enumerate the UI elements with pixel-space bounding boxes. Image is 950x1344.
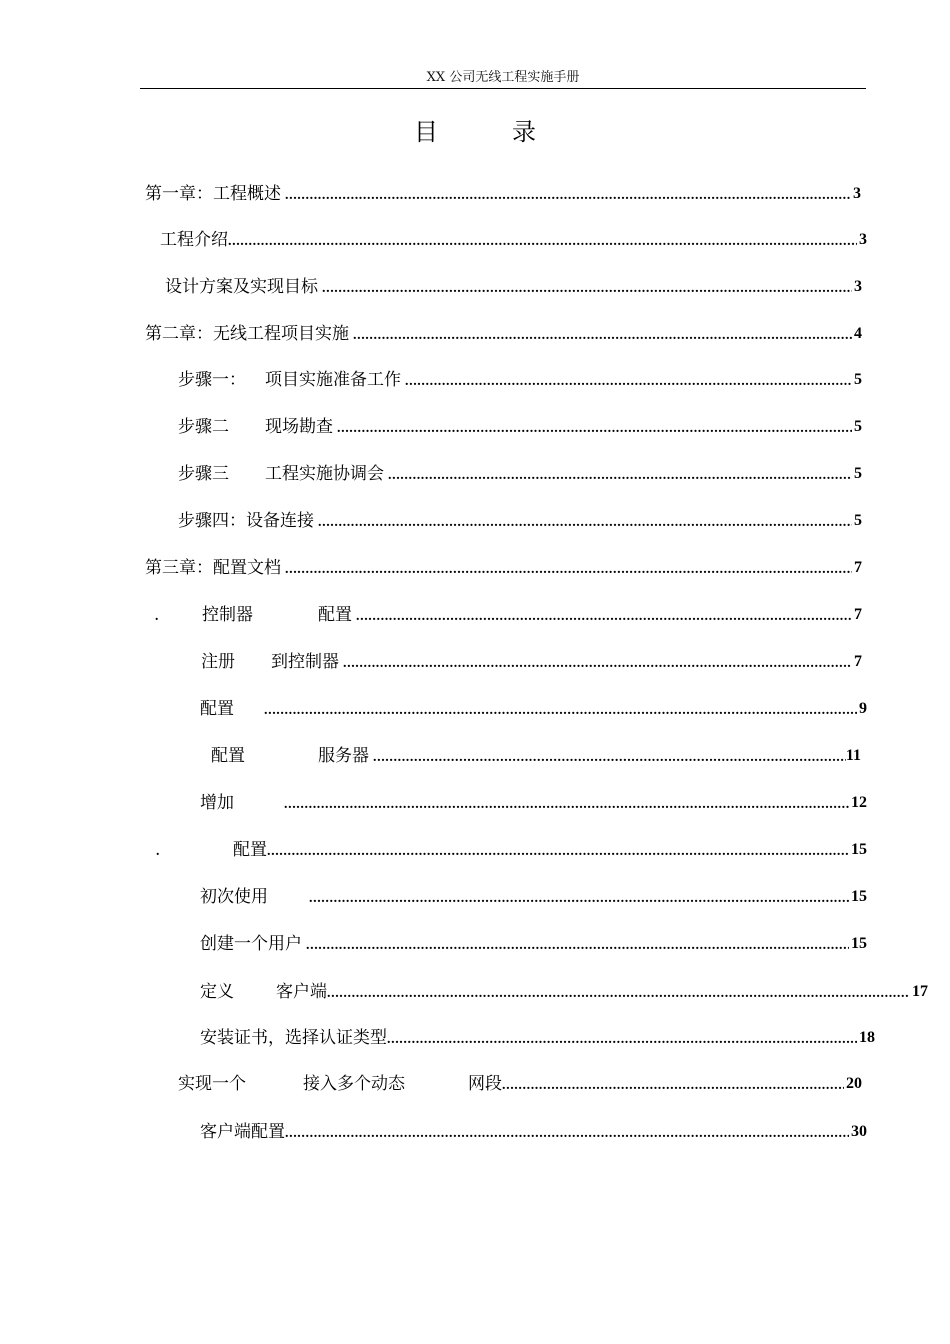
toc-page-number: 4 xyxy=(854,325,862,342)
toc-entry[interactable] xyxy=(145,182,861,206)
toc-page-number: 9 xyxy=(859,700,867,717)
toc-entry-label: 配置 xyxy=(318,605,352,625)
toc-entry-label: 步骤一： xyxy=(178,370,246,390)
toc-entry[interactable] xyxy=(178,1072,862,1096)
dot-leader xyxy=(318,513,852,533)
toc-entry-label: 工程实施协调会 xyxy=(265,464,384,484)
toc-page-number: 18 xyxy=(859,1029,875,1046)
toc-entry[interactable] xyxy=(178,368,862,392)
toc-entry-label: 网段 xyxy=(468,1074,502,1094)
toc-entry-label: 配置 xyxy=(200,699,234,719)
toc-entry[interactable] xyxy=(160,228,867,252)
toc-page-number: 5 xyxy=(854,418,862,435)
toc-entry-label: 步骤二 xyxy=(178,417,229,437)
toc-entry-label: 第一章：工程概述 xyxy=(145,184,281,204)
dot-leader xyxy=(373,748,846,768)
dot-leader xyxy=(343,654,852,674)
toc-entry-label: 创建一个用户 xyxy=(200,934,302,954)
dot-leader xyxy=(306,936,849,956)
toc-entry-label: 第二章：无线工程项目实施 xyxy=(145,324,349,344)
toc-entry-label: 初次使用 xyxy=(200,887,268,907)
toc-entry-label: 第三章：配置文档 xyxy=(145,558,281,578)
dot-leader xyxy=(356,607,852,627)
toc-page-number: 5 xyxy=(854,371,862,388)
toc-entry-label: 项目实施准备工作 xyxy=(265,370,401,390)
dot-leader xyxy=(284,795,849,815)
toc-page-number: 3 xyxy=(854,278,862,295)
toc-entry-label: 注册 xyxy=(201,652,235,672)
dot-leader xyxy=(267,842,849,862)
toc-page-number: 7 xyxy=(854,606,862,623)
toc-entry[interactable] xyxy=(178,462,862,486)
toc-entry[interactable] xyxy=(178,415,862,439)
toc-entry-label: 增加 xyxy=(200,793,234,813)
toc-entry-label: 客户端 xyxy=(276,982,327,1002)
dot-leader xyxy=(388,466,852,486)
dot-leader xyxy=(502,1076,844,1096)
toc-page-number: 20 xyxy=(846,1075,862,1092)
dot-leader xyxy=(387,1030,857,1050)
toc-entry-label: 工程介绍 xyxy=(160,230,228,250)
toc-page-number: 5 xyxy=(854,512,862,529)
toc-entry-label: . xyxy=(154,605,160,625)
toc-entry-label: 控制器 xyxy=(202,605,253,625)
toc-entry-label: 到控制器 xyxy=(271,652,339,672)
toc-page-number: 11 xyxy=(845,747,861,764)
toc-page-number: 30 xyxy=(851,1123,867,1140)
header-rule xyxy=(140,88,866,89)
toc-entry[interactable] xyxy=(200,697,867,721)
toc-entry[interactable] xyxy=(155,838,867,862)
dot-leader xyxy=(228,232,857,252)
toc-entry[interactable] xyxy=(201,650,862,674)
toc-entry-label: . xyxy=(155,840,161,860)
toc-entry[interactable] xyxy=(200,932,867,956)
dot-leader xyxy=(285,186,851,206)
toc-entry[interactable] xyxy=(200,1120,867,1144)
toc-entry[interactable] xyxy=(178,509,862,533)
toc-entry[interactable] xyxy=(211,744,861,768)
toc-entry[interactable] xyxy=(154,603,862,627)
toc-page-number: 15 xyxy=(851,841,867,858)
toc-page-number: 15 xyxy=(851,888,867,905)
dot-leader xyxy=(405,372,852,392)
dot-leader xyxy=(309,889,849,909)
toc-title-part1: 目 xyxy=(414,118,438,146)
toc-entry-label: 客户端配置 xyxy=(200,1122,285,1142)
toc-page-number: 17 xyxy=(912,983,928,1000)
dot-leader xyxy=(285,560,852,580)
toc-page-number: 15 xyxy=(851,935,867,952)
toc-page-number: 7 xyxy=(854,653,862,670)
toc-entry[interactable] xyxy=(165,275,862,299)
toc-title xyxy=(0,117,950,147)
dot-leader xyxy=(327,984,910,1004)
toc-entry-label: 配置 xyxy=(211,746,245,766)
toc-page-number: 5 xyxy=(854,465,862,482)
page-header: XX 公司无线工程实施手册 xyxy=(426,70,580,85)
dot-leader xyxy=(285,1124,849,1144)
toc-entry[interactable] xyxy=(145,556,862,580)
toc-entry-label: 步骤三 xyxy=(178,464,229,484)
toc-page-number: 3 xyxy=(853,185,861,202)
toc-entry-label: 服务器 xyxy=(318,746,369,766)
toc-entry-label: 安装证书，选择认证类型 xyxy=(200,1028,387,1048)
toc-entry-label: 现场勘查 xyxy=(265,417,333,437)
dot-leader xyxy=(264,701,857,721)
toc-entry[interactable] xyxy=(200,980,928,1004)
toc-entry[interactable] xyxy=(145,322,862,346)
toc-page-number: 12 xyxy=(851,794,867,811)
toc-entry-label: 实现一个 xyxy=(178,1074,246,1094)
toc-entry-label: 步骤四：设备连接 xyxy=(178,511,314,531)
dot-leader xyxy=(322,279,852,299)
toc-title-part2: 录 xyxy=(512,118,536,146)
toc-page-number: 7 xyxy=(854,559,862,576)
toc-entry-label: 配置 xyxy=(233,840,267,860)
toc-entry[interactable] xyxy=(200,885,867,909)
toc-entry[interactable] xyxy=(200,1026,875,1050)
toc-entry-label: 定义 xyxy=(200,982,234,1002)
toc-entry-label: 接入多个动态 xyxy=(303,1074,405,1094)
dot-leader xyxy=(353,326,852,346)
toc-entry[interactable] xyxy=(200,791,867,815)
toc-page-number: 3 xyxy=(859,231,867,248)
dot-leader xyxy=(337,419,852,439)
toc-entry-label: 设计方案及实现目标 xyxy=(165,277,318,297)
